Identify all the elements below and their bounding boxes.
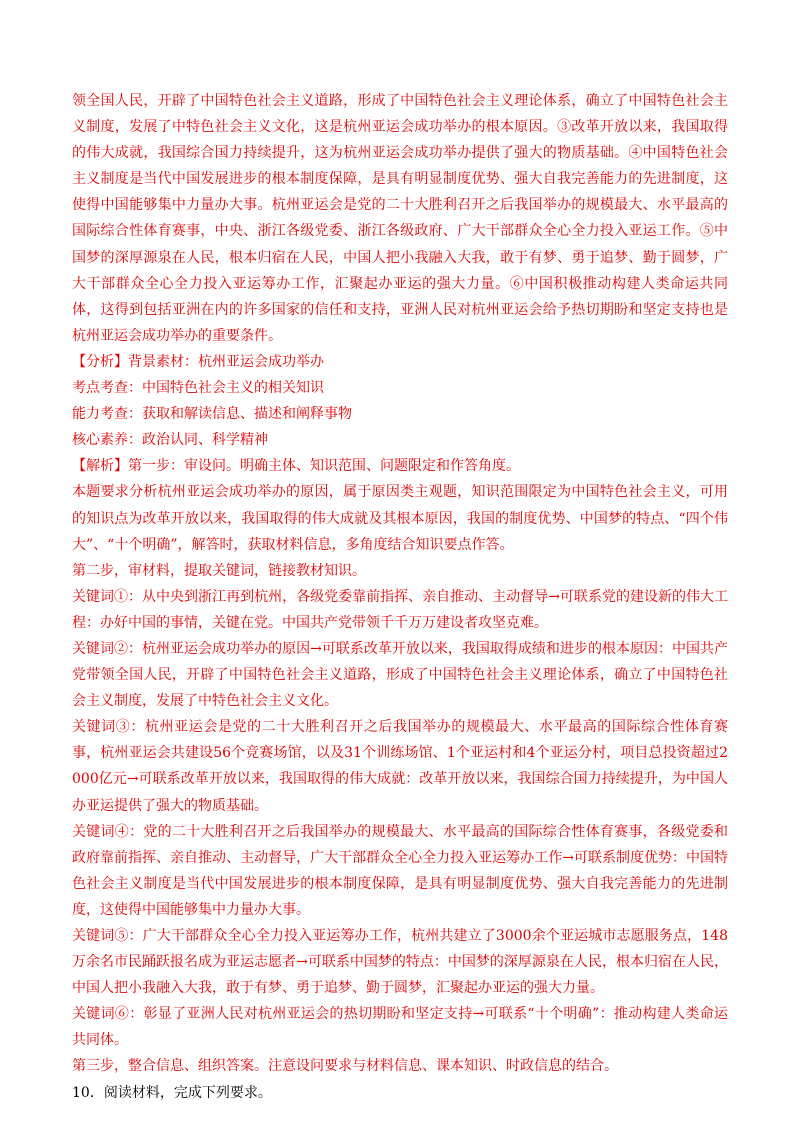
keyword-5: 关键词⑤：广大干部群众全心全力投入亚运筹办工作，杭州共建立了3000余个亚运城市志愿服务点，148万余名市民踊跃报名成为亚运志愿者→可联系中国梦的特点：中国梦的深厚源泉在人民，根本归宿在人民，中国人把小我融入大我，敢于有梦、勇于追梦、勤于圆梦，汇聚起办亚运的强大力量。 — [72, 928, 728, 997]
analysis-literacy: 核心素养：政治认同、科学精神 — [72, 432, 268, 449]
solution-step-3: 第三步，整合信息、组织答案。注意设问要求与材料信息、课本知识、时政信息的结合。 — [72, 1058, 618, 1075]
answer-paragraph: 领全国人民，开辟了中国特色社会主义道路，形成了中国特色社会主义理论体系，确立了中国特色社会主义制度，发展了中特色社会主义文化，这是杭州亚运会成功举办的根本原因。③改革开放以来，我国取得的伟大成就，我国综合国力持续提升，这为杭州亚运会成功举办提供了强大的物质基础。④中国特色社会主义制度是当代中国发展进步的根本制度保障，是具有明显制度优势、强大自我完善能力的先进制度，这使得中国能够集中力量办大事。杭州亚运会是党的二十大胜利召开之后我国举办的规模最大、水平最高的国际综合性体育赛事，中央、浙江各级党委、浙江各级政府、广大干部群众全心全力投入亚运工作。⑤中国梦的深厚源泉在人民，根本归宿在人民，中国人把小我融入大我，敢于有梦、勇于追梦、勤于圆梦，广大干部群众全心全力投入亚运筹办工作，汇聚起办亚运的强大力量。⑥中国积极推动构建人类命运共同体，这得到包括亚洲在内的许多国家的信任和支持，亚洲人民对杭州亚运会给予热切期盼和坚定支持也是杭州亚运会成功举办的重要条件。 — [72, 93, 728, 344]
solution-step-1-detail: 本题要求分析杭州亚运会成功举办的原因，属于原因类主观题，知识范围限定为中国特色社会主义，可用的知识点为改革开放以来，我国取得的伟大成就及其根本原因，我国的制度优势、中国梦的特点、“四个伟大”、“十个明确”，解答时，获取材料信息，多角度结合知识要点作答。 — [72, 484, 728, 553]
keyword-3: 关键词③：杭州亚运会是党的二十大胜利召开之后我国举办的规模最大、水平最高的国际综合性体育赛事，杭州亚运会共建设56个竞赛场馆，以及31个训练场馆、1个亚运村和4个亚运分村，项目总投资超过2000亿元→可联系改革开放以来，我国取得的伟大成就：改革开放以来，我国综合国力持续提升，为中国人办亚运提供了强大的物质基础。 — [72, 719, 728, 814]
solution-step-2: 第二步，审材料，提取关键词，链接教材知识。 — [72, 562, 366, 579]
analysis-topic: 考点考查：中国特色社会主义的相关知识 — [72, 380, 324, 397]
keyword-2: 关键词②：杭州亚运会成功举办的原因→可联系改革开放以来，我国取得成绩和进步的根本原因：中国共产党带领全国人民，开辟了中国特色社会主义道路，形成了中国特色社会主义理论体系，确立了中国特色社会主义制度，发展了中特色社会主义文化。 — [72, 640, 728, 710]
question-10: 10．阅读材料，完成下列要求。 — [72, 1084, 272, 1101]
document-body — [72, 88, 728, 1106]
solution-step-1: 【解析】第一步：审设问。明确主体、知识范围、问题限定和作答角度。 — [72, 458, 520, 475]
analysis-background: 【分析】背景素材：杭州亚运会成功举办 — [72, 353, 324, 370]
keyword-4: 关键词④：党的二十大胜利召开之后我国举办的规模最大、水平最高的国际综合性体育赛事，各级党委和政府靠前指挥、亲自推动、主动督导，广大干部群众全心全力投入亚运筹办工作→可联系制度优势：中国特色社会主义制度是当代中国发展进步的根本制度保障，是具有明显制度优势、强大自我完善能力的先进制度，这使得中国能够集中力量办大事。 — [72, 823, 728, 918]
analysis-ability: 能力考查：获取和解读信息、描述和阐释事物 — [72, 406, 352, 423]
keyword-6: 关键词⑥：彰显了亚洲人民对杭州亚运会的热切期盼和坚定支持→可联系“十个明确”：推动构建人类命运共同体。 — [72, 1006, 728, 1049]
keyword-1: 关键词①：从中央到浙江再到杭州，各级党委靠前指挥、亲自推动、主动督导→可联系党的建设新的伟大工程：办好中国的事情，关键在党。中国共产党带领千千万万建设者攻坚克难。 — [72, 588, 728, 631]
